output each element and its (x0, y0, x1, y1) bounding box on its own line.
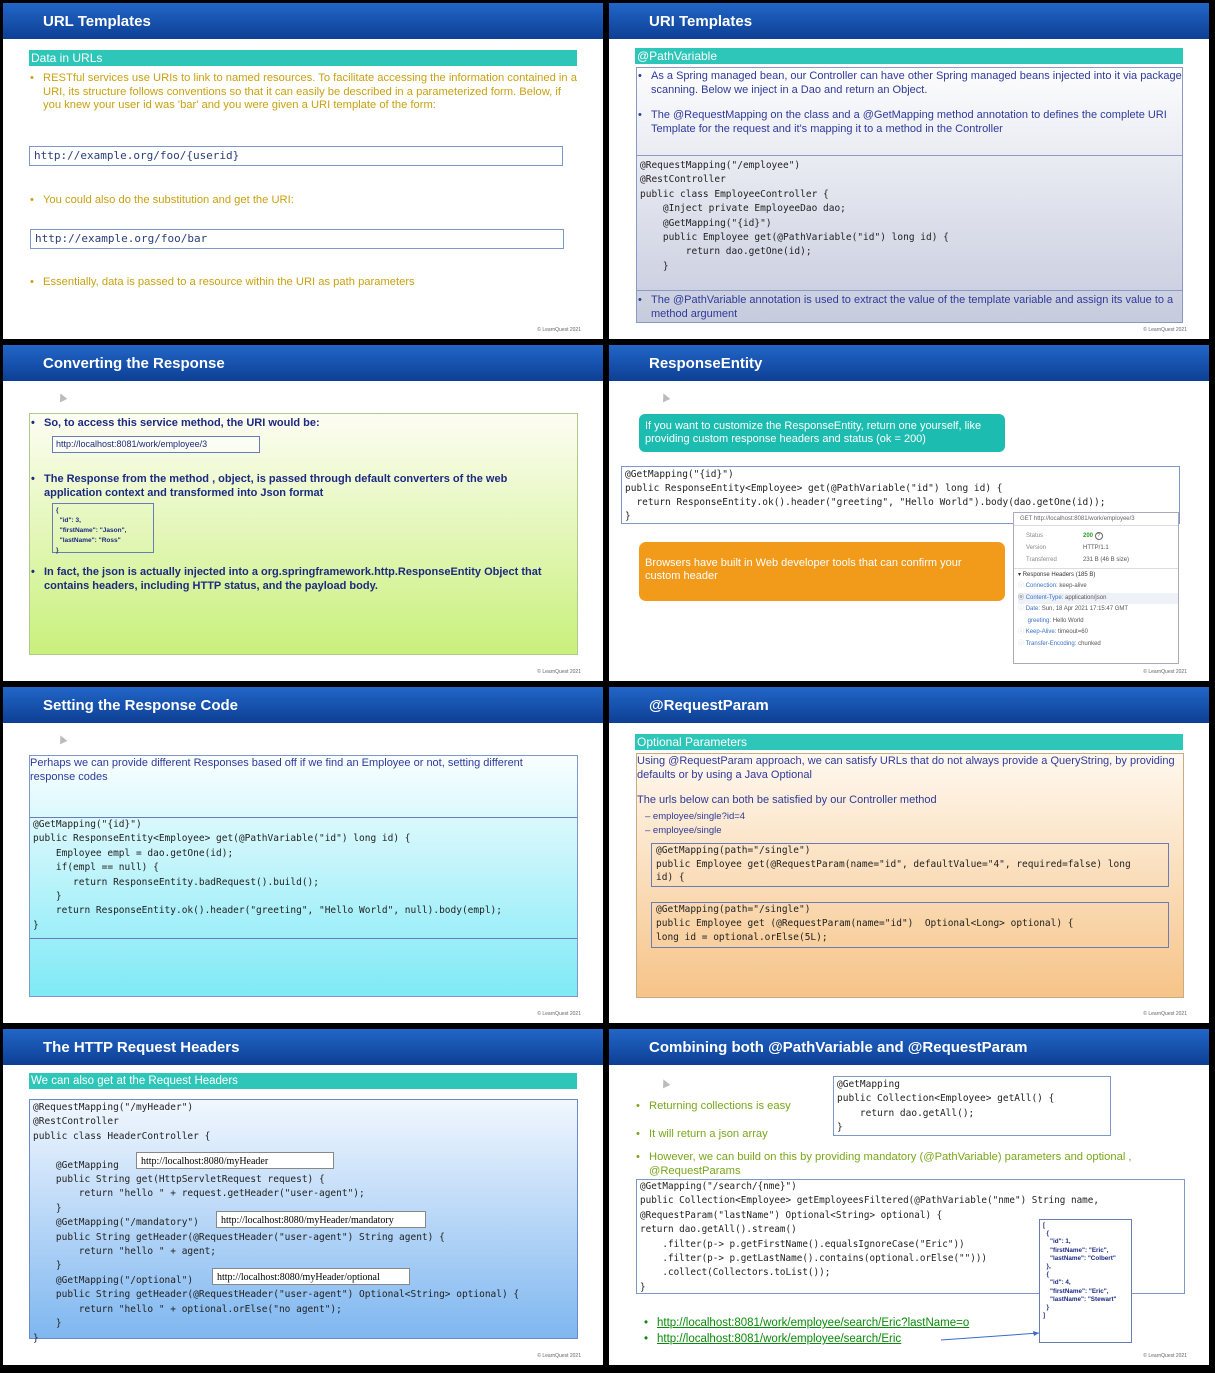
cursor-icon (660, 1078, 671, 1089)
slide-footer: © LearnQuest 2021 (537, 669, 581, 675)
devtools-section-response-headers: Response Headers (185 B) (1022, 572, 1096, 578)
url-myheader-mandatory: http://localhost:8080/myHeader/mandatory (216, 1211, 426, 1228)
content-panel (636, 753, 1184, 998)
help-icon: ? (1095, 532, 1103, 540)
content-panel (29, 1099, 578, 1344)
paragraph-optional: Using @RequestParam approach, we can satisfy URLs that do not always provide a QueryString, by providing defaults or by using a Java Optional (637, 755, 1175, 781)
devtools-panel (1013, 512, 1179, 664)
section-bar: Optional Parameters (635, 734, 1183, 750)
slide-title: URI Templates (609, 3, 1209, 39)
slide-title: URL Templates (3, 3, 603, 39)
cursor-icon (57, 392, 68, 403)
section-bar: We can also get at the Request Headers (29, 1073, 577, 1089)
slide-footer: © LearnQuest 2021 (537, 1353, 581, 1359)
slide-response-code[interactable] (3, 687, 603, 1023)
devtools-row-version: Version HTTP/1.1 (1026, 545, 1109, 551)
code-header-controller: @RequestMapping("/myHeader") @RestController public class HeaderController { @GetMapping public String get(HttpServletRequest request) { return "hello " + request.getHeader("user-agent"); } @GetMapping("/mandatory") public String getHeader(@RequestHeader("user-agent") String agent) { return "hello " + agent; } @GetMapping("/optional") public String getHeader(@RequestHeader("user-agent") Optional<String> optional) { return "hello " + optional.orElse("no agent"); } } (33, 1102, 520, 1344)
callout-customize: If you want to customize the ResponseEntity, return one yourself, like providing custom response headers and status (ok = 200) (639, 414, 1005, 452)
slide-title: Setting the Response Code (3, 687, 603, 723)
slide-title: Converting the Response (3, 345, 603, 381)
paragraph-path-params: • Essentially, data is passed to a resource within the URI as path parameters (29, 276, 579, 288)
code-optional: @GetMapping(path="/single") public Employee get (@RequestParam(name="id") Optional<Long> optional) { long id = optional.orElse(5L); (656, 904, 1074, 943)
devtools-header-keep-alive: ⓘ Keep-Alive: timeout=60 (1018, 629, 1088, 636)
content-panel (29, 755, 578, 997)
bullet-access-uri: • So, to access this service method, the URI would be: (30, 417, 560, 429)
devtools-header-transfer-encoding: ⓘ Transfer-Encoding: chunked (1018, 640, 1101, 647)
slide-title: The HTTP Request Headers (3, 1029, 603, 1065)
slide-request-headers[interactable] (3, 1029, 603, 1365)
uri-result-box: http://example.org/foo/bar (30, 229, 564, 249)
slide-footer: © LearnQuest 2021 (537, 327, 581, 333)
url-without-id: – employee/single (645, 825, 722, 836)
link-search-eric[interactable]: http://localhost:8081/work/employee/search/Eric (657, 1333, 902, 1345)
slide-footer: © LearnQuest 2021 (1143, 1011, 1187, 1017)
slide-footer: © LearnQuest 2021 (1143, 327, 1187, 333)
code-employee-controller: @RequestMapping("/employee") @RestController public class EmployeeController { @Inject private EmployeeDao dao; @GetMapping("{id}") public Employee get(@PathVariable("id") long id) { return dao.getOne(id); } (640, 160, 949, 272)
bullet-pathvariable: • The @PathVariable annotation is used to extract the value of the template variable and assign its value to a method argument (637, 294, 1182, 321)
section-bar: Data in URLs (29, 50, 577, 66)
devtools-header-greeting: greeting: Hello World (1027, 617, 1084, 624)
bullet-responseentity: • In fact, the json is actually injected into a org.springframework.http.ResponseEntity Object that contains headers, including HTTP status, and the payload body. (30, 565, 570, 593)
code-getall: @GetMapping public Collection<Employee> getAll() { return dao.getAll(); } (837, 1079, 1055, 1134)
url-myheader: http://localhost:8080/myHeader (136, 1152, 334, 1169)
slide-combining[interactable] (609, 1029, 1209, 1365)
slide-requestparam[interactable] (609, 687, 1209, 1023)
slide-title: Combining both @PathVariable and @RequestParam (609, 1029, 1209, 1065)
bullet-mandatory-optional: • However, we can build on this by providing mandatory (@PathVariable) parameters and optional , @RequestParams (635, 1151, 1185, 1178)
slide-footer: © LearnQuest 2021 (1143, 669, 1187, 675)
bullet-collections: • Returning collections is easy (635, 1099, 845, 1113)
paragraph-intro: • RESTful services use URIs to link to named resources. To facilitate accessing the information contained in a URI, its structure follows conventions so that it can easily be described in a parameterized form. Below, if you knew your user id was 'bar' and you were given a URI template of the form: (29, 72, 579, 113)
paragraph-urls: The urls below can both be satisfied by our Controller method (637, 794, 937, 806)
devtools-header-date: ⓘ Date: Sun, 18 Apr 2021 17:15:47 GMT (1018, 606, 1129, 613)
slide-converting-response[interactable] (3, 345, 603, 681)
uri-template-box: http://example.org/foo/{userid} (29, 146, 563, 166)
slide-responseentity[interactable] (609, 345, 1209, 681)
devtools-request-line: GET http://localhost:8081/work/employee/3 (1014, 513, 1178, 526)
json-sample: { "id": 3, "firstName": "Jason", "lastName": "Ross" } (52, 503, 154, 553)
devtools-header-connection: ⓘ Connection: keep-alive (1018, 583, 1087, 589)
url-with-id: – employee/single?id=4 (645, 811, 746, 822)
code-search-filtered: @GetMapping("/search/{nme}") public Collection<Employee> getEmployeesFiltered(@PathVariable("nme") String name, @RequestParam("lastName") Optional<String> optional) { return dao.getAll().stream() .filter(p-> p.getFirstName().equalsIgnoreCase("Eric")) .filter(p-> p.getLastName().contains(optional.orElse(""))) .collect(Collectors.toList()); } (640, 1181, 1099, 1293)
cursor-icon (660, 392, 671, 403)
code-responseentity: @GetMapping("{id}") public ResponseEntity<Employee> get(@PathVariable("id") long id) { return ResponseEntity.ok().header("greeting", "Hello World").body(dao.getOne(id)); } (625, 469, 1106, 522)
content-panel (29, 413, 578, 655)
bullet-requestmapping: • The @RequestMapping on the class and a @GetMapping method annotation to defines the complete URI Template for the request and it's mapping it to a method in the Controller (637, 109, 1182, 136)
callout-devtools: Browsers have built in Web developer tools that can confirm your custom header (639, 542, 1005, 601)
section-bar: @PathVariable (635, 48, 1183, 64)
cursor-icon (57, 734, 68, 745)
slide-footer: © LearnQuest 2021 (1143, 1353, 1187, 1359)
content-panel (636, 67, 1183, 323)
code-badrequest: @GetMapping("{id}") public ResponseEntity<Employee> get(@PathVariable("id") long id) { Employee empl = dao.getOne(id); if(empl == null) { return ResponseEntity.badRequest().build(); } return ResponseEntity.ok().header("greeting", "Hello World", null).body(empl); } (33, 819, 502, 931)
bullet-converters: • The Response from the method , object, is passed through default converters of the web application context and transformed into Json format (30, 472, 530, 500)
slide-title: @RequestParam (609, 687, 1209, 723)
devtools-row-status: Status 200 ? (1026, 530, 1178, 542)
json-result-array: [ { "id": 1, "firstName": "Eric", "lastName": "Colbert" }, { "id": 4, "firstName": "Eric", "lastName": "Stewart" } ] (1039, 1219, 1132, 1343)
paragraph-substitution: • You could also do the substitution and get the URI: (29, 194, 579, 206)
code-defaultvalue: @GetMapping(path="/single") public Employee get(@RequestParam(name="id", defaultValue="4", required=false) long id) { (656, 845, 1131, 883)
paragraph-response-codes: Perhaps we can provide different Responses based off if we find an Employee or not, setting different response codes (30, 757, 523, 783)
url-myheader-optional: http://localhost:8080/myHeader/optional (212, 1268, 410, 1285)
uri-box: http://localhost:8081/work/employee/3 (52, 436, 260, 453)
expand-arrow-icon[interactable]: ▾ (1018, 572, 1022, 578)
slide-url-templates[interactable] (3, 3, 603, 339)
slide-footer: © LearnQuest 2021 (537, 1011, 581, 1017)
devtools-row-transferred: Transferred 231 B (46 B size) (1026, 557, 1130, 563)
bullet-injection: • As a Spring managed bean, our Controller can have other Spring managed beans injected into it via package scanning. Below we inject in a Dao and return an Object. (637, 70, 1182, 97)
link-search-lastname[interactable]: http://localhost:8081/work/employee/search/Eric?lastName=o (657, 1317, 970, 1329)
slide-title: ResponseEntity (609, 345, 1209, 381)
bullet-json-array: • It will return a json array (635, 1127, 845, 1141)
devtools-header-content-type: ⓪ Content-Type: application/json (1018, 593, 1178, 605)
slide-uri-templates[interactable] (609, 3, 1209, 339)
